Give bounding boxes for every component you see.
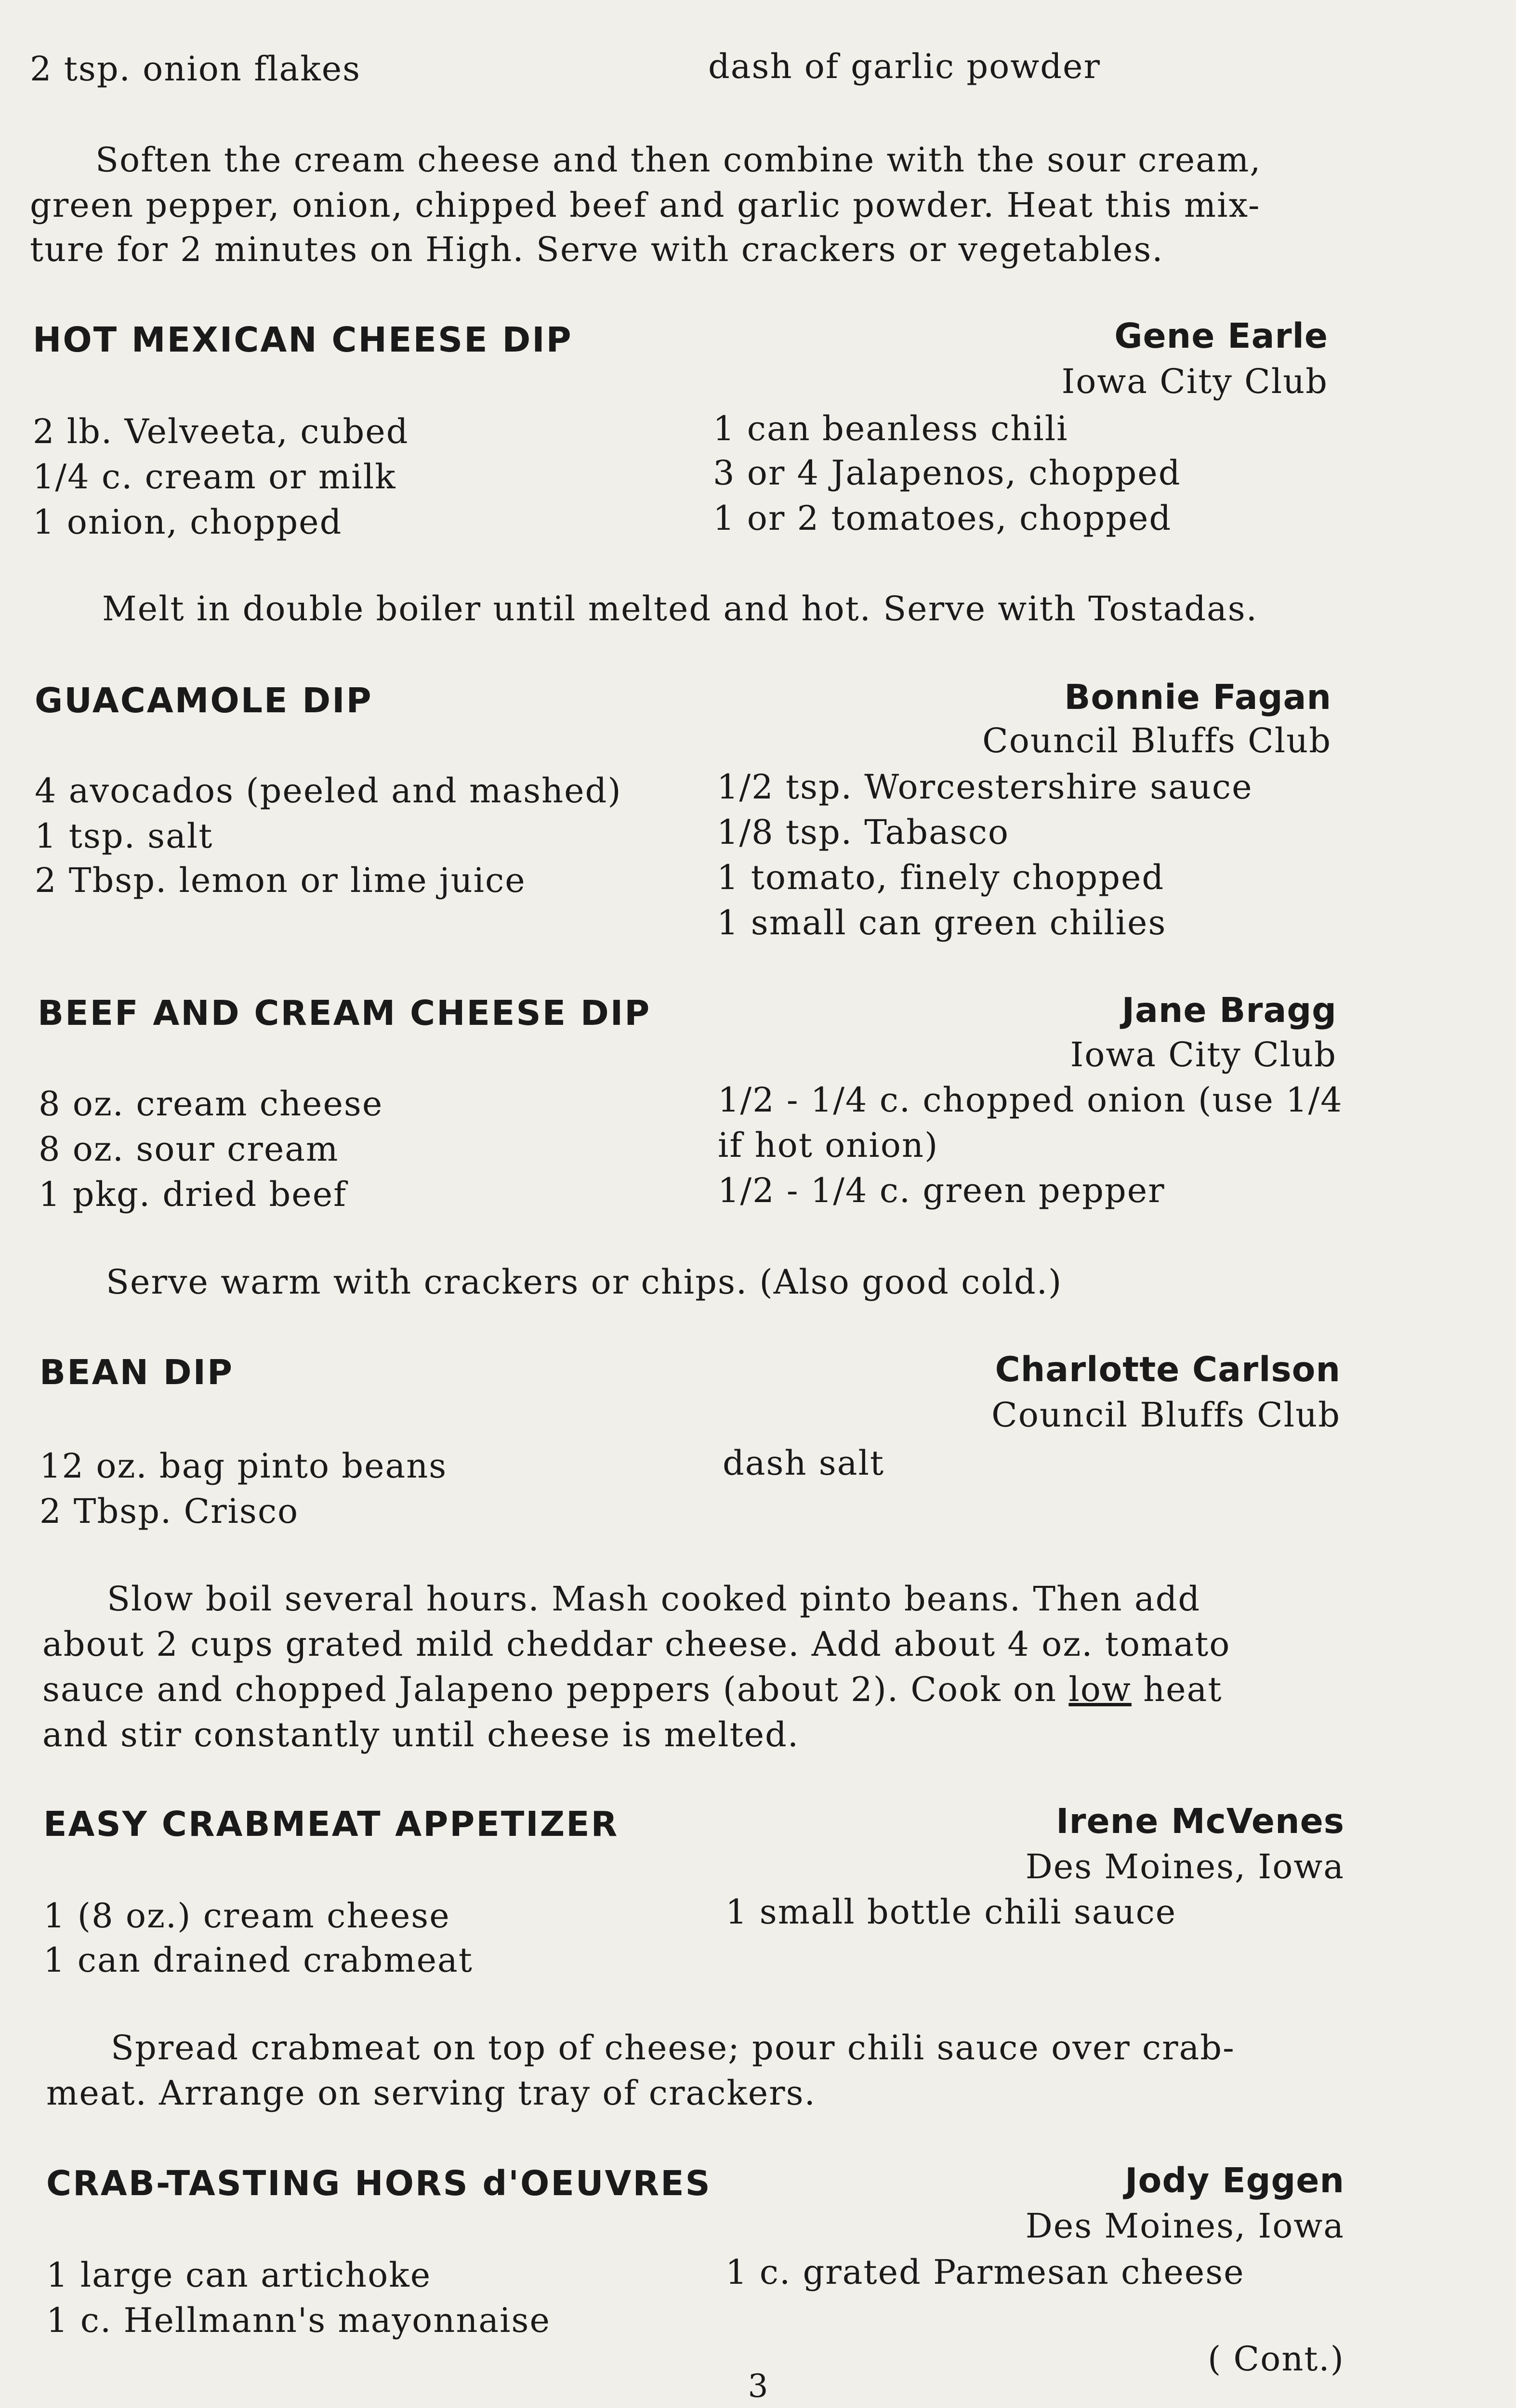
ingredient: 1 onion, chopped (33, 502, 343, 542)
ingredient: 3 or 4 Jalapenos, chopped (713, 453, 1181, 493)
ingredient: 1 tomato, finely chopped (717, 858, 1165, 897)
recipe-author: Jane Bragg (1121, 990, 1337, 1030)
ingredient: 12 oz. bag pinto beans (40, 1446, 448, 1486)
directions-line: Spread crabmeat on top of cheese; pour chili sauce over crab- (111, 2028, 1235, 2068)
ingredient: 2 Tbsp. lemon or lime juice (35, 861, 526, 900)
ingredient: 1 can beanless chili (713, 409, 1068, 448)
ingredient: 1 (8 oz.) cream cheese (43, 1896, 450, 1936)
ingredient: if hot onion) (718, 1125, 939, 1165)
ingredient: 8 oz. sour cream (39, 1129, 339, 1169)
ingredient: 1 small can green chilies (717, 903, 1167, 942)
recipe-title: CRAB-TASTING HORS d'OEUVRES (46, 2163, 712, 2203)
directions-line: about 2 cups grated mild cheddar cheese. Add about 4 oz. tomato (42, 1624, 1231, 1664)
recipe-author: Charlotte Carlson (995, 1349, 1341, 1389)
directions-line: sauce and chopped Jalapeno peppers (about 2). Cook on low heat (42, 1670, 1223, 1709)
directions-line: Serve warm with crackers or chips. (Also good cold.) (106, 1262, 1063, 1302)
recipe-club: Iowa City Club (1061, 362, 1328, 401)
directions-line: Melt in double boiler until melted and hot. Serve with Tostadas. (102, 589, 1258, 628)
ingredient: 8 oz. cream cheese (39, 1084, 383, 1124)
ingredient: dash salt (723, 1443, 884, 1483)
ingredient: 2 Tbsp. Crisco (40, 1492, 299, 1531)
ingredient: 1 c. grated Parmesan cheese (725, 2252, 1245, 2292)
ingredient: 1 can drained crabmeat (43, 1940, 473, 1980)
ingredient: 1 or 2 tomatoes, chopped (713, 498, 1172, 538)
continued-note: ( Cont.) (1207, 2339, 1345, 2379)
recipe-club: Council Bluffs Club (982, 721, 1331, 760)
recipe-club: Iowa City Club (1070, 1035, 1337, 1074)
recipe-club: Council Bluffs Club (991, 1395, 1341, 1435)
recipe-author: Gene Earle (1114, 316, 1328, 356)
ingredient: 1/2 - 1/4 c. chopped onion (use 1/4 (718, 1080, 1343, 1120)
directions-line: ture for 2 minutes on High. Serve with crackers or vegetables. (30, 230, 1164, 269)
ingredient: 1 small bottle chili sauce (725, 1892, 1177, 1932)
ingredient: 1 c. Hellmann's mayonnaise (46, 2301, 551, 2340)
recipe-author: Bonnie Fagan (1064, 677, 1331, 717)
recipe-club: Des Moines, Iowa (1025, 2206, 1345, 2246)
recipe-author: Jody Eggen (1125, 2160, 1345, 2200)
directions-line: green pepper, onion, chipped beef and garlic powder. Heat this mix- (30, 185, 1261, 225)
ingredient: 1 pkg. dried beef (39, 1175, 347, 1214)
recipe-author: Irene McVenes (1056, 1801, 1345, 1841)
ingredient: 4 avocados (peeled and mashed) (35, 771, 622, 811)
ingredient: 1/4 c. cream or milk (33, 457, 396, 497)
ingredient: 1/8 tsp. Tabasco (717, 812, 1010, 852)
ingredient: 1/2 - 1/4 c. green pepper (718, 1171, 1165, 1210)
ingredient: 1 large can artichoke (46, 2255, 432, 2295)
directions-line: Slow boil several hours. Mash cooked pinto beans. Then add (107, 1579, 1201, 1619)
page-number: 3 (748, 2368, 768, 2405)
recipe-title: GUACAMOLE DIP (35, 681, 373, 720)
directions-line: Soften the cream cheese and then combine with the sour cream, (95, 140, 1262, 180)
directions-line: and stir constantly until cheese is melted. (42, 1715, 800, 1754)
recipe-title: HOT MEXICAN CHEESE DIP (33, 320, 573, 360)
recipe-club: Des Moines, Iowa (1025, 1847, 1345, 1886)
ingredient: 2 lb. Velveeta, cubed (33, 412, 409, 451)
ingredient: dash of garlic powder (708, 47, 1101, 86)
ingredient: 1/2 tsp. Worcestershire sauce (717, 767, 1253, 807)
recipe-title: BEAN DIP (40, 1352, 234, 1392)
directions-line: meat. Arrange on serving tray of crackers. (46, 2073, 816, 2113)
ingredient: 2 tsp. onion flakes (30, 49, 361, 89)
ingredient: 1 tsp. salt (35, 816, 213, 856)
recipe-title: EASY CRABMEAT APPETIZER (43, 1804, 619, 1844)
recipe-title: BEEF AND CREAM CHEESE DIP (38, 993, 651, 1033)
